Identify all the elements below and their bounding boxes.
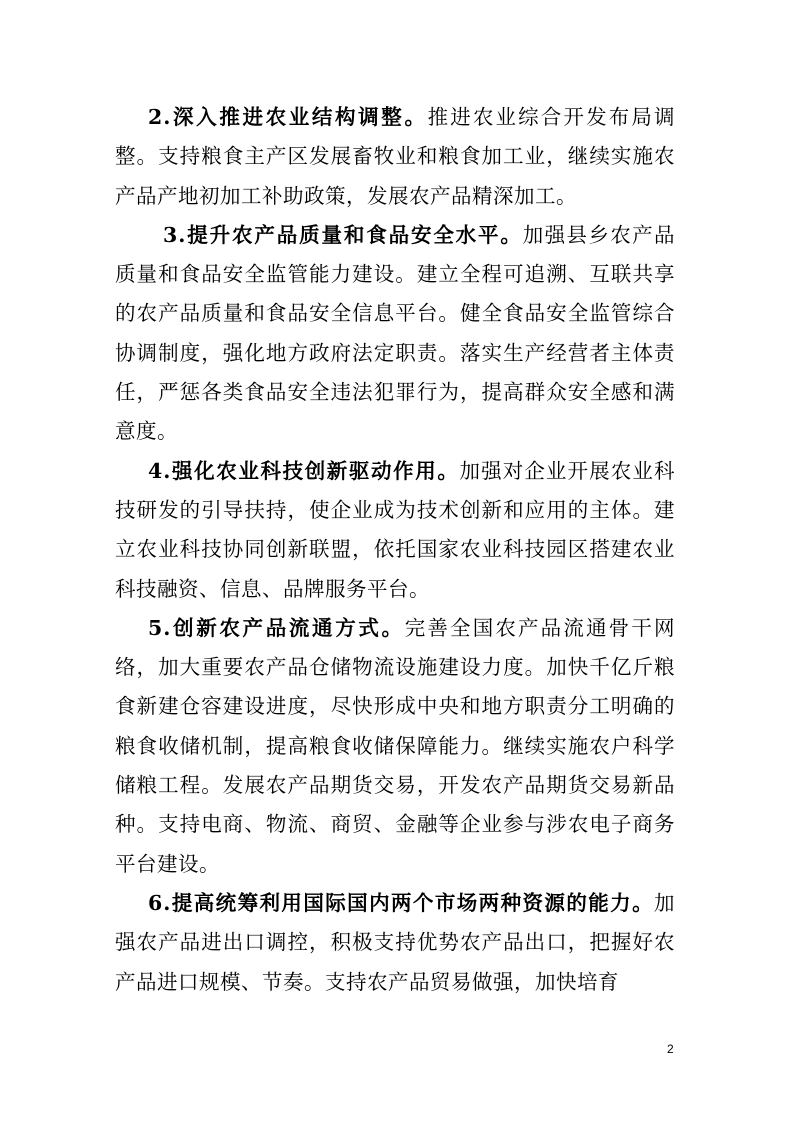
paragraph-international-markets (115, 884, 675, 1002)
paragraph-tech-innovation (115, 452, 675, 609)
paragraph-heading: 4.强化农业科技创新驱动作用。 (148, 458, 460, 483)
paragraph-text: 完善全国农产品流通骨干网络，加大重要农产品仓储物流设施建设力度。加快千亿斤粮食新建仓容建设进度，尽快形成中央和地方职责分工明确的粮食收储机制，提高粮食收储保障能力。继续实施农户科学储粮工程。发展农产品期货交易，开发农产品期货交易新品种。支持电商、物流、商贸、金融等企业参与涉农电子商务平台建设。 (115, 615, 675, 876)
document-body (115, 98, 675, 1002)
paragraph-circulation (115, 609, 675, 884)
paragraph-heading: 5.创新农产品流通方式。 (148, 615, 405, 640)
paragraph-food-safety (115, 216, 675, 452)
paragraph-text: 推进农业综合开发布局调整。支持粮食主产区发展畜牧业和粮食加工业，继续实施农产品产地初加工补助政策，发展农产品精深加工。 (115, 105, 675, 208)
paragraph-text: 加强县乡农产品质量和食品安全监管能力建设。建立全程可追溯、互联共享的农产品质量和食品安全信息平台。健全食品安全监管综合协调制度，强化地方政府法定职责。落实生产经营者主体责任，严惩各类食品安全违法犯罪行为，提高群众安全感和满意度。 (115, 222, 676, 444)
paragraph-heading: 6.提高统筹利用国际国内两个市场两种资源的能力。 (148, 890, 654, 915)
page-number: 2 (667, 1042, 674, 1056)
paragraph-text: 加强对企业开展农业科技研发的引导扶持，使企业成为技术创新和应用的主体。建立农业科技协同创新联盟，依托国家农业科技园区搭建农业科技融资、信息、品牌服务平台。 (115, 458, 675, 601)
paragraph-structure-adjustment (115, 98, 675, 216)
paragraph-heading: 3.提升农产品质量和食品安全水平。 (163, 222, 523, 247)
paragraph-text: 加强农产品进出口调控，积极支持优势农产品出口，把握好农产品进口规模、节奏。支持农产品贸易做强，加快培育 (115, 890, 675, 994)
paragraph-heading: 2.深入推进农业结构调整。 (148, 105, 428, 129)
